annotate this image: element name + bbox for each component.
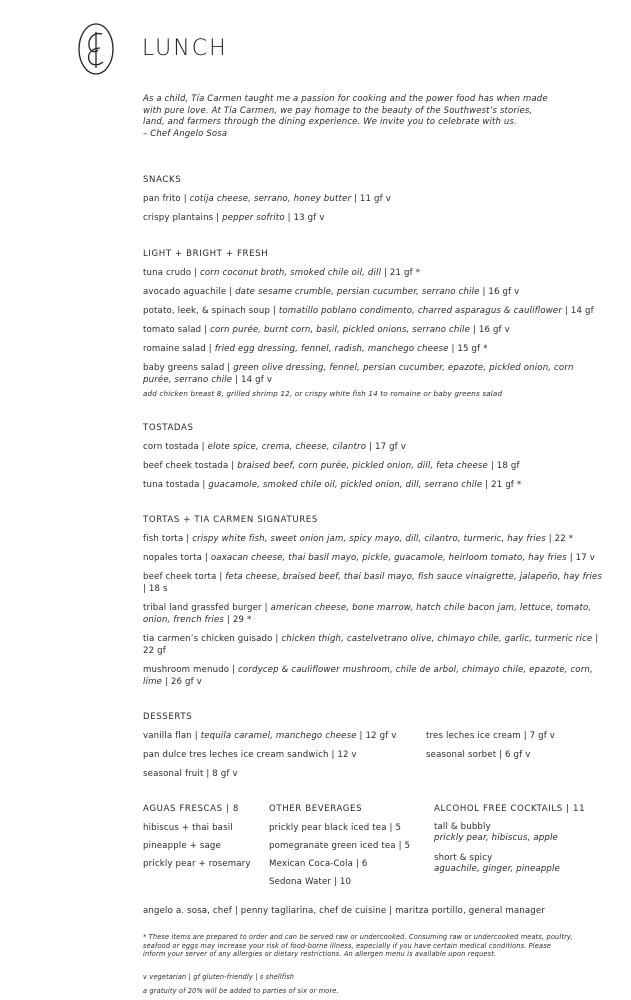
other-beverages-section [269,804,429,894]
item-price: | 18 s [143,584,168,594]
item-name: baby greens salad | [143,363,234,373]
item-name: tomato salad | [143,325,211,335]
beverage-item: pomegranate green iced tea | 5 [269,841,411,851]
beverage-item: Sedona Water | 10 [269,877,352,887]
item-desc: crispy white fish, sweet onion jam, spicy mayo, dill, cilantro, turmeric, hay fries [192,534,546,544]
item-name: crispy plantains | [143,213,223,223]
section-title: OTHER BEVERAGES [269,804,363,814]
item-name: vanilla flan | [143,731,201,741]
item-name: mushroom menudo | [143,665,239,675]
item-desc: corn coconut broth, smoked chile oil, dill [200,268,382,278]
item-price: | 18 gf [487,461,520,471]
item-price: | 13 gf v [284,213,325,223]
cocktail-desc: prickly pear, hibiscus, apple [434,833,558,843]
item-price: | 12 v [328,750,357,760]
gratuity-note: a gratuity of 20% will be added to parties of six or more. [143,987,339,995]
item-name: romaine salad | [143,344,215,354]
snacks-section [143,175,605,231]
tortas-section [143,515,605,695]
cocktail-name: short & spicy [434,853,493,863]
beverage-item: hibiscus + thai basil [143,823,233,833]
menu-item [143,362,605,386]
desserts-section [143,712,605,787]
item-price: | 26 gf v [162,677,202,687]
menu-item [143,602,605,626]
item-name: tuna crudo | [143,268,200,278]
item-price: | 21 gf * [482,480,522,490]
section-title: LIGHT + BRIGHT + FRESH [143,249,269,259]
item-desc: guacamole, smoked chile oil, pickled onion, dill, serrano chile [208,480,483,490]
alcohol-free-cocktails-section [434,804,604,875]
item-desc: corn purée, burnt corn, basil, pickled onions, serrano chile [210,325,471,335]
raw-food-disclaimer: * These items are prepared to order and can be served raw or undercooked. Consuming raw or undercooked meats, poultry, seafood or eggs may increase your risk of food-borne illness, especially if you have certain medical conditions. Please inform your server of any allergies or dietary restrictions. An allergen menu is available upon request. [143,933,573,959]
item-name: beef cheek torta | [143,572,226,582]
add-on-note: add chicken breast 8, grilled shrimp 12, or crispy white fish 14 to romaine or baby greens salad [143,389,503,398]
item-price: | 6 gf v [496,750,531,760]
item-desc: fried egg dressing, fennel, radish, manchego cheese [214,344,449,354]
item-desc: green olive dressing, fennel, persian cucumber, epazote, pickled onion, corn purée, serrano chile [143,363,574,385]
item-desc: pepper sofrito [222,213,285,223]
intro-signature: – Chef Angelo Sosa [143,128,228,139]
staff-credits: angelo a. sosa, chef | penny tagliarina, chef de cuisine | maritza portillo, general manager [143,906,545,916]
item-name: tuna tostada | [143,480,209,490]
item-price: | 8 gf v [203,769,238,779]
menu-item [143,267,605,279]
item-desc: elote spice, crema, cheese, cilantro [207,442,367,452]
beverage-item: pineapple + sage [143,841,221,851]
menu-item [143,212,605,224]
item-price: | 14 gf [562,306,594,316]
beverage-item: prickly pear black iced tea | 5 [269,823,402,833]
item-name: corn tostada | [143,442,208,452]
menu-item [143,460,605,472]
item-price: | 16 gf v [470,325,510,335]
cocktail-name: tall & bubbly [434,822,491,832]
item-desc: tomatillo poblano condimento, charred asparagus & cauliflower [278,306,563,316]
cocktail-desc: aguachile, ginger, pineapple [434,864,560,874]
item-price: | 11 gf v [351,194,391,204]
menu-item [143,664,605,688]
item-price: | 22 * [545,534,574,544]
cocktail-item [434,853,604,875]
item-name: seasonal sorbet [426,750,497,760]
item-desc: braised beef, corn purée, pickled onion, dill, feta cheese [237,461,488,471]
item-name: tribal land grassfed burger | [143,603,271,613]
menu-item [143,286,605,298]
menu-item [143,441,605,453]
menu-item [143,305,605,317]
item-desc: tequila caramel, manchego cheese [200,731,357,741]
menu-item [143,533,605,545]
menu-item [143,479,605,491]
beverage-item: Mexican Coca-Cola | 6 [269,859,368,869]
item-name: seasonal fruit [143,769,204,779]
page-title: LUNCH [142,36,228,61]
menu-item [143,571,605,595]
item-desc: date sesame crumble, persian cucumber, serrano chile [235,287,480,297]
menu-item [426,730,606,742]
item-name: pan dulce tres leches ice cream sandwich [143,750,329,760]
item-price: | 29 * [224,615,252,625]
item-name: tres leches ice cream [426,731,521,741]
menu-item [143,730,423,742]
item-price: | 22 gf [143,634,599,656]
menu-item [143,552,605,564]
item-price: | 17 gf v [366,442,406,452]
section-title: TORTAS + TIA CARMEN SIGNATURES [143,515,318,525]
menu-item [426,749,606,761]
item-desc: chicken thigh, castelvetrano olive, chimayo chile, garlic, turmeric rice [281,634,593,644]
intro-line: land, and farmers through the dining experience. We invite you to celebrate with us. [143,117,517,128]
item-desc: cordycep & cauliflower mushroom, chile de arbol, chimayo chile, epazote, corn, lime [143,665,593,687]
menu-item [143,193,605,205]
tostadas-section [143,423,605,498]
intro-text [143,94,583,140]
item-price: | 21 gf * [381,268,421,278]
item-desc: cotija cheese, serrano, honey butter [189,194,352,204]
item-name: beef cheek tostada | [143,461,238,471]
light-bright-fresh-section [143,249,605,398]
section-title: ALCOHOL FREE COCKTAILS | 11 [434,804,586,814]
item-desc: oaxacan cheese, thai basil mayo, pickle, guacamole, heirloom tomato, hay fries [210,553,567,563]
section-title: DESSERTS [143,712,193,722]
item-price: | 15 gf * [448,344,488,354]
item-price: | 14 gf v [232,375,273,385]
item-desc: feta cheese, braised beef, thai basil mayo, fish sauce vinaigrette, jalapeño, hay fries [225,572,603,582]
dietary-legend: v vegetarian | gf gluten-friendly | s shellfish [143,973,295,981]
item-price: | 16 gf v [479,287,520,297]
item-name: nopales torta | [143,553,211,563]
section-title: AGUAS FRESCAS | 8 [143,804,239,814]
aguas-frescas-section [143,804,263,876]
item-name: pan frito | [143,194,190,204]
menu-item [143,768,423,780]
item-price: | 7 gf v [520,731,556,741]
beverage-item: prickly pear + rosemary [143,859,251,869]
tia-carmen-monogram-icon [76,22,116,76]
item-name: fish torta | [143,534,193,544]
item-price: | 17 v [566,553,595,563]
section-title: SNACKS [143,175,182,185]
item-name: potato, leek, & spinach soup | [143,306,279,316]
item-desc: american cheese, bone marrow, hatch chile bacon jam, lettuce, tomato, onion, french fries [143,603,592,625]
intro-line: As a child, Tía Carmen taught me a passion for cooking and the power food has when made [143,94,548,104]
item-name: tia carmen’s chicken guisado | [143,634,282,644]
menu-item [143,749,423,761]
section-title: TOSTADAS [143,423,194,433]
intro-line: with pure love. At Tía Carmen, we pay homage to the beauty of the Southwest’s stories, [143,105,533,116]
cocktail-item [434,822,604,844]
menu-item [143,633,605,657]
menu-item [143,324,605,336]
item-name: avocado aguachile | [143,287,236,297]
item-price: | 12 gf v [356,731,397,741]
menu-item [143,343,605,355]
